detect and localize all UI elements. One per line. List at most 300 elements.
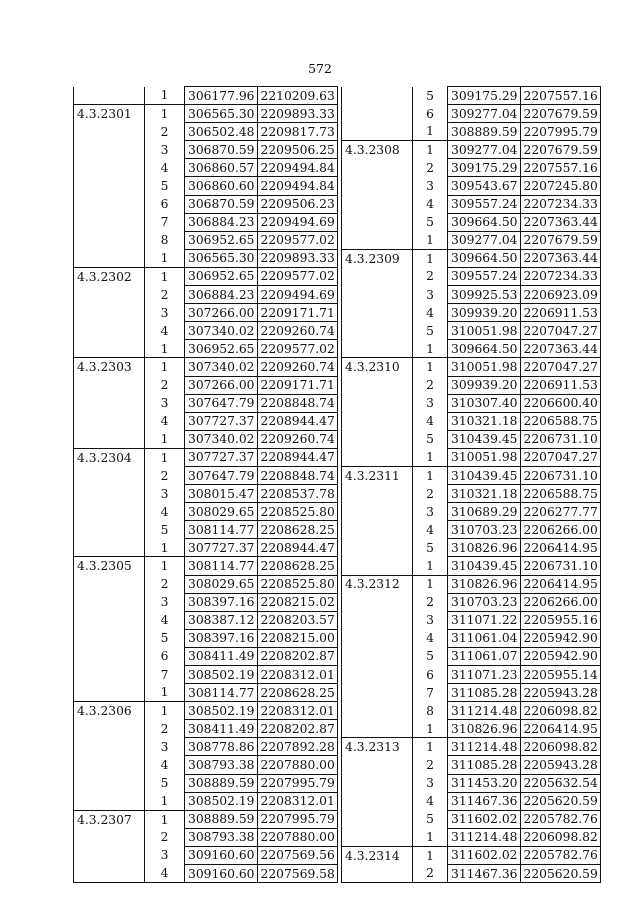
parcel-id-cell [74,539,145,557]
parcel-id-cell [74,756,145,774]
point-number-cell: 2 [145,720,185,738]
x-coordinate-cell: 311467.36 [448,792,521,810]
parcel-id-cell [74,159,145,177]
parcel-id-cell [74,466,145,484]
y-coordinate-cell: 2206098.82 [520,738,600,756]
table-row [342,286,601,304]
table-row [74,448,338,466]
y-coordinate-cell: 2206600.40 [520,394,600,412]
parcel-id-cell [342,286,413,304]
table-row [342,267,601,285]
table-row [342,159,601,177]
table-row [74,123,338,141]
point-number-cell: 4 [413,304,448,322]
point-number-cell: 1 [413,231,448,249]
parcel-id-cell [342,756,413,774]
x-coordinate-cell: 310703.23 [448,521,521,539]
point-number-cell: 1 [145,557,185,575]
y-coordinate-cell: 2208202.87 [257,720,337,738]
point-number-cell: 1 [145,249,185,267]
x-coordinate-cell: 308114.77 [185,521,258,539]
parcel-id-cell [342,105,413,123]
point-number-cell: 2 [413,485,448,503]
y-coordinate-cell: 2209506.25 [257,141,337,159]
parcel-id-cell [74,828,145,846]
parcel-id-cell [74,485,145,503]
y-coordinate-cell: 2207892.28 [257,738,337,756]
x-coordinate-cell: 308502.19 [185,666,258,684]
table-row [74,358,338,376]
table-row [74,557,338,575]
y-coordinate-cell: 2206266.00 [520,593,600,611]
point-number-cell: 6 [413,666,448,684]
y-coordinate-cell: 2206731.10 [520,430,600,448]
point-number-cell: 3 [413,611,448,629]
x-coordinate-cell: 306860.60 [185,177,258,195]
point-number-cell: 2 [145,376,185,394]
y-coordinate-cell: 2208537.78 [257,485,337,503]
table-row [342,684,601,702]
point-number-cell: 1 [413,466,448,484]
y-coordinate-cell: 2209494.69 [257,213,337,231]
x-coordinate-cell: 309160.60 [185,865,258,883]
point-number-cell: 1 [413,340,448,358]
table-row [74,231,338,249]
table-row [74,666,338,684]
x-coordinate-cell: 308502.19 [185,702,258,720]
point-number-cell: 4 [145,611,185,629]
x-coordinate-cell: 306177.96 [185,87,258,105]
point-number-cell: 1 [413,448,448,466]
point-number-cell: 4 [413,412,448,430]
table-row [342,485,601,503]
x-coordinate-cell: 309939.20 [448,304,521,322]
point-number-cell: 8 [145,231,185,249]
parcel-id-cell [74,195,145,213]
table-row [342,249,601,267]
coordinate-table-left [73,86,338,883]
point-number-cell: 1 [145,430,185,448]
point-number-cell: 3 [145,394,185,412]
y-coordinate-cell: 2208312.01 [257,666,337,684]
y-coordinate-cell: 2208312.01 [257,702,337,720]
point-number-cell: 4 [145,159,185,177]
parcel-id-cell [74,87,145,105]
parcel-id-cell [342,702,413,720]
x-coordinate-cell: 309160.60 [185,846,258,864]
parcel-id-cell: 4.3.2304 [74,448,145,466]
y-coordinate-cell: 2206414.95 [520,720,600,738]
point-number-cell: 1 [145,684,185,702]
parcel-id-cell: 4.3.2311 [342,466,413,484]
y-coordinate-cell: 2208628.25 [257,557,337,575]
parcel-id-cell [74,792,145,810]
point-number-cell: 6 [413,105,448,123]
x-coordinate-cell: 308397.16 [185,593,258,611]
parcel-id-cell [342,430,413,448]
parcel-id-cell [342,177,413,195]
x-coordinate-cell: 309543.67 [448,177,521,195]
x-coordinate-cell: 309175.29 [448,159,521,177]
point-number-cell: 3 [145,304,185,322]
point-number-cell: 2 [413,267,448,285]
y-coordinate-cell: 2206911.53 [520,376,600,394]
x-coordinate-cell: 308793.38 [185,756,258,774]
table-row [74,521,338,539]
x-coordinate-cell: 307266.00 [185,376,258,394]
y-coordinate-cell: 2209577.02 [257,267,337,285]
table-row [74,177,338,195]
y-coordinate-cell: 2207363.44 [520,213,600,231]
table-row [342,87,601,105]
x-coordinate-cell: 307727.37 [185,539,258,557]
y-coordinate-cell: 2207363.44 [520,340,600,358]
point-number-cell: 2 [145,828,185,846]
parcel-id-cell [342,629,413,647]
point-number-cell: 1 [145,340,185,358]
table-row [74,865,338,883]
table-row [342,430,601,448]
table-row [342,141,601,159]
parcel-id-cell [74,521,145,539]
point-number-cell: 1 [413,249,448,267]
x-coordinate-cell: 308793.38 [185,828,258,846]
parcel-id-cell [74,647,145,665]
y-coordinate-cell: 2209260.74 [257,358,337,376]
table-row [342,521,601,539]
parcel-id-cell [342,485,413,503]
x-coordinate-cell: 310703.23 [448,593,521,611]
parcel-id-cell [74,141,145,159]
parcel-id-cell [342,557,413,575]
parcel-id-cell: 4.3.2307 [74,810,145,828]
y-coordinate-cell: 2205943.28 [520,756,600,774]
y-coordinate-cell: 2205620.59 [520,792,600,810]
table-row [74,684,338,702]
point-number-cell: 2 [413,865,448,883]
table-row [342,774,601,792]
x-coordinate-cell: 309664.50 [448,213,521,231]
y-coordinate-cell: 2209494.84 [257,159,337,177]
y-coordinate-cell: 2206731.10 [520,466,600,484]
parcel-id-cell [342,213,413,231]
table-row [74,792,338,810]
parcel-id-cell [74,123,145,141]
table-row [342,105,601,123]
y-coordinate-cell: 2205620.59 [520,865,600,883]
x-coordinate-cell: 310826.96 [448,575,521,593]
point-number-cell: 6 [145,195,185,213]
point-number-cell: 1 [413,828,448,846]
x-coordinate-cell: 311214.48 [448,828,521,846]
x-coordinate-cell: 310321.18 [448,485,521,503]
parcel-id-cell [342,159,413,177]
parcel-id-cell [74,177,145,195]
page-number: 572 [308,61,332,76]
parcel-id-cell [342,810,413,828]
x-coordinate-cell: 308114.77 [185,684,258,702]
parcel-id-cell [74,231,145,249]
y-coordinate-cell: 2205955.16 [520,611,600,629]
x-coordinate-cell: 308889.59 [185,774,258,792]
parcel-id-cell: 4.3.2313 [342,738,413,756]
parcel-id-cell [342,340,413,358]
table-row [342,322,601,340]
parcel-id-cell: 4.3.2314 [342,846,413,864]
table-row [342,466,601,484]
point-number-cell: 5 [145,774,185,792]
x-coordinate-cell: 306884.23 [185,213,258,231]
x-coordinate-cell: 310689.29 [448,503,521,521]
x-coordinate-cell: 308029.65 [185,575,258,593]
point-number-cell: 5 [413,647,448,665]
x-coordinate-cell: 311214.48 [448,738,521,756]
parcel-id-cell [342,647,413,665]
parcel-id-cell [74,593,145,611]
point-number-cell: 1 [413,846,448,864]
point-number-cell: 2 [145,123,185,141]
y-coordinate-cell: 2209577.02 [257,340,337,358]
x-coordinate-cell: 308889.59 [185,810,258,828]
parcel-id-cell [74,865,145,883]
y-coordinate-cell: 2207880.00 [257,756,337,774]
y-coordinate-cell: 2207995.79 [257,810,337,828]
x-coordinate-cell: 307340.02 [185,430,258,448]
point-number-cell: 3 [145,593,185,611]
table-row [342,503,601,521]
y-coordinate-cell: 2207569.56 [257,846,337,864]
point-number-cell: 2 [413,756,448,774]
table-row [74,720,338,738]
y-coordinate-cell: 2207234.33 [520,267,600,285]
x-coordinate-cell: 310439.45 [448,557,521,575]
y-coordinate-cell: 2205942.90 [520,629,600,647]
point-number-cell: 4 [413,792,448,810]
table-row [342,304,601,322]
y-coordinate-cell: 2207557.16 [520,159,600,177]
x-coordinate-cell: 308029.65 [185,503,258,521]
y-coordinate-cell: 2208203.57 [257,611,337,629]
point-number-cell: 2 [413,159,448,177]
table-row [342,846,601,864]
parcel-id-cell [74,575,145,593]
point-number-cell: 7 [145,666,185,684]
y-coordinate-cell: 2208628.25 [257,521,337,539]
y-coordinate-cell: 2206414.95 [520,539,600,557]
x-coordinate-cell: 309277.04 [448,141,521,159]
y-coordinate-cell: 2206731.10 [520,557,600,575]
y-coordinate-cell: 2205942.90 [520,647,600,665]
parcel-id-cell: 4.3.2310 [342,358,413,376]
point-number-cell: 1 [413,123,448,141]
y-coordinate-cell: 2208202.87 [257,647,337,665]
parcel-id-cell [342,828,413,846]
x-coordinate-cell: 306565.30 [185,105,258,123]
y-coordinate-cell: 2206266.00 [520,521,600,539]
y-coordinate-cell: 2207679.59 [520,141,600,159]
y-coordinate-cell: 2205955.14 [520,666,600,684]
table-row [74,539,338,557]
table-row [74,376,338,394]
x-coordinate-cell: 306870.59 [185,141,258,159]
parcel-id-cell [342,322,413,340]
table-row [74,629,338,647]
y-coordinate-cell: 2206414.95 [520,575,600,593]
table-row [342,231,601,249]
x-coordinate-cell: 309664.50 [448,340,521,358]
table-row [74,503,338,521]
point-number-cell: 1 [145,448,185,466]
point-number-cell: 7 [145,213,185,231]
point-number-cell: 3 [145,485,185,503]
point-number-cell: 5 [145,177,185,195]
table-row [342,810,601,828]
point-number-cell: 1 [145,702,185,720]
coordinate-table-right [341,86,601,883]
table-row [74,756,338,774]
y-coordinate-cell: 2209577.02 [257,231,337,249]
point-number-cell: 3 [413,394,448,412]
y-coordinate-cell: 2209893.33 [257,249,337,267]
y-coordinate-cell: 2209260.74 [257,430,337,448]
point-number-cell: 3 [145,846,185,864]
point-number-cell: 4 [413,195,448,213]
y-coordinate-cell: 2207234.33 [520,195,600,213]
point-number-cell: 1 [413,358,448,376]
y-coordinate-cell: 2207880.00 [257,828,337,846]
table-row [342,177,601,195]
x-coordinate-cell: 309175.29 [448,87,521,105]
parcel-id-cell [342,87,413,105]
x-coordinate-cell: 308502.19 [185,792,258,810]
table-row [342,647,601,665]
parcel-id-cell [74,738,145,756]
x-coordinate-cell: 311085.28 [448,756,521,774]
x-coordinate-cell: 308397.16 [185,629,258,647]
x-coordinate-cell: 311467.36 [448,865,521,883]
y-coordinate-cell: 2206277.77 [520,503,600,521]
y-coordinate-cell: 2207679.59 [520,231,600,249]
parcel-id-cell: 4.3.2302 [74,267,145,285]
parcel-id-cell: 4.3.2312 [342,575,413,593]
point-number-cell: 1 [145,105,185,123]
point-number-cell: 5 [413,430,448,448]
point-number-cell: 4 [145,865,185,883]
table-row [74,141,338,159]
parcel-id-cell: 4.3.2303 [74,358,145,376]
y-coordinate-cell: 2208525.80 [257,575,337,593]
point-number-cell: 2 [145,575,185,593]
y-coordinate-cell: 2206911.53 [520,304,600,322]
point-number-cell: 2 [413,376,448,394]
y-coordinate-cell: 2207047.27 [520,358,600,376]
x-coordinate-cell: 309557.24 [448,267,521,285]
x-coordinate-cell: 308114.77 [185,557,258,575]
table-row [74,87,338,105]
x-coordinate-cell: 307340.02 [185,358,258,376]
table-row [342,792,601,810]
x-coordinate-cell: 309939.20 [448,376,521,394]
table-row [342,412,601,430]
table-row [74,249,338,267]
y-coordinate-cell: 2208848.74 [257,466,337,484]
parcel-id-cell [342,376,413,394]
table-row [74,340,338,358]
x-coordinate-cell: 308889.59 [448,123,521,141]
x-coordinate-cell: 310826.96 [448,539,521,557]
point-number-cell: 5 [145,521,185,539]
x-coordinate-cell: 310307.40 [448,394,521,412]
point-number-cell: 4 [145,322,185,340]
table-row [342,828,601,846]
table-row [342,611,601,629]
table-row [342,629,601,647]
y-coordinate-cell: 2209893.33 [257,105,337,123]
y-coordinate-cell: 2205632.54 [520,774,600,792]
x-coordinate-cell: 308387.12 [185,611,258,629]
x-coordinate-cell: 311602.02 [448,810,521,828]
x-coordinate-cell: 306884.23 [185,286,258,304]
table-row [342,539,601,557]
table-row [74,702,338,720]
y-coordinate-cell: 2208944.47 [257,412,337,430]
x-coordinate-cell: 307647.79 [185,466,258,484]
x-coordinate-cell: 311214.48 [448,702,521,720]
table-row [342,448,601,466]
parcel-id-cell [74,394,145,412]
x-coordinate-cell: 310321.18 [448,412,521,430]
point-number-cell: 1 [145,792,185,810]
x-coordinate-cell: 306952.65 [185,231,258,249]
y-coordinate-cell: 2207679.59 [520,105,600,123]
parcel-id-cell [74,322,145,340]
y-coordinate-cell: 2206098.82 [520,702,600,720]
y-coordinate-cell: 2209494.69 [257,286,337,304]
parcel-id-cell [74,774,145,792]
x-coordinate-cell: 311071.22 [448,611,521,629]
parcel-id-cell [74,430,145,448]
point-number-cell: 1 [413,557,448,575]
x-coordinate-cell: 306860.57 [185,159,258,177]
table-row [342,394,601,412]
point-number-cell: 1 [145,810,185,828]
point-number-cell: 5 [145,629,185,647]
parcel-id-cell [74,666,145,684]
point-number-cell: 6 [145,647,185,665]
parcel-id-cell [342,684,413,702]
y-coordinate-cell: 2208944.47 [257,539,337,557]
table-row [74,738,338,756]
parcel-id-cell [74,720,145,738]
table-row [342,195,601,213]
y-coordinate-cell: 2205782.76 [520,846,600,864]
x-coordinate-cell: 307647.79 [185,394,258,412]
x-coordinate-cell: 311602.02 [448,846,521,864]
table-row [74,304,338,322]
parcel-id-cell [342,865,413,883]
y-coordinate-cell: 2208525.80 [257,503,337,521]
y-coordinate-cell: 2206923.09 [520,286,600,304]
table-row [342,702,601,720]
parcel-id-cell [342,774,413,792]
point-number-cell: 5 [413,322,448,340]
table-row [74,159,338,177]
x-coordinate-cell: 310439.45 [448,466,521,484]
x-coordinate-cell: 306870.59 [185,195,258,213]
y-coordinate-cell: 2207363.44 [520,249,600,267]
parcel-id-cell [74,213,145,231]
x-coordinate-cell: 308015.47 [185,485,258,503]
